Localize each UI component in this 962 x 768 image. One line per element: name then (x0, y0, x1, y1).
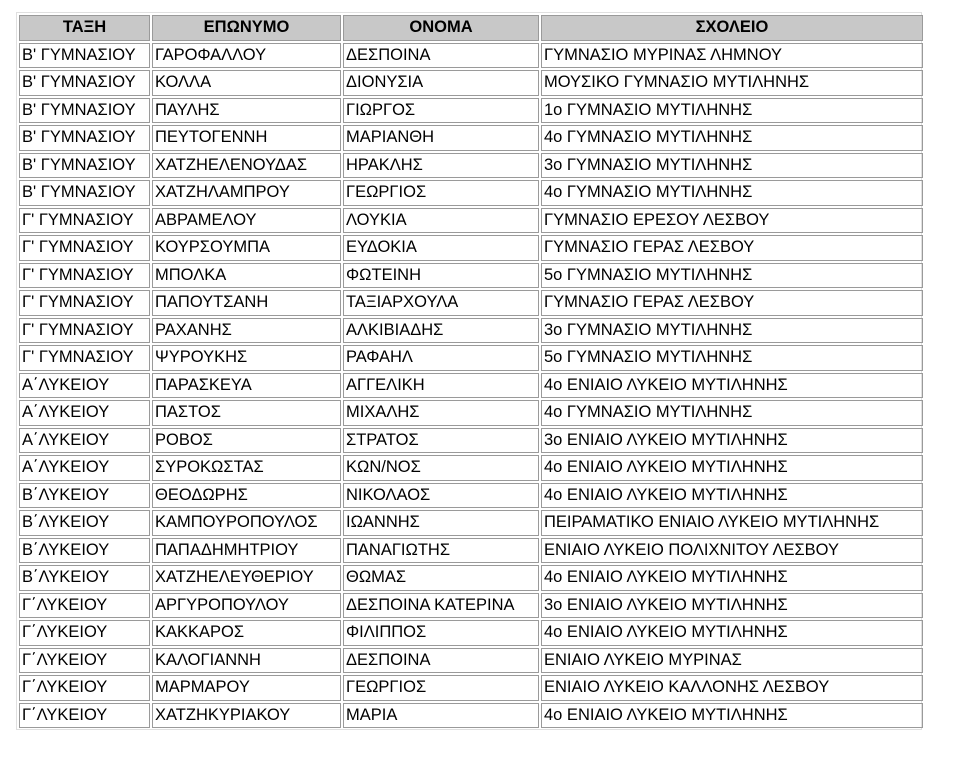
cell-class: Γ΄ΛΥΚΕΙΟΥ (19, 675, 150, 701)
table-row (19, 675, 923, 701)
header-name: ΟΝΟΜΑ (343, 15, 539, 41)
cell-surname: ΠΑΣΤΟΣ (152, 400, 341, 426)
table-row (19, 510, 923, 536)
cell-surname: ΠΑΠΟΥΤΣΑΝΗ (152, 290, 341, 316)
cell-surname: ΧΑΤΖΗΕΛΕΥΘΕΡΙΟΥ (152, 565, 341, 591)
cell-school: ΓΥΜΝΑΣΙΟ ΜΥΡΙΝΑΣ ΛΗΜΝΟΥ (541, 43, 923, 69)
cell-school: 5ο ΓΥΜΝΑΣΙΟ ΜΥΤΙΛΗΝΗΣ (541, 345, 923, 371)
cell-name: ΣΤΡΑΤΟΣ (343, 428, 539, 454)
cell-school: 4ο ΕΝΙΑΙΟ ΛΥΚΕΙΟ ΜΥΤΙΛΗΝΗΣ (541, 373, 923, 399)
cell-surname: ΠΑΥΛΗΣ (152, 98, 341, 124)
cell-class: Α΄ΛΥΚΕΙΟΥ (19, 373, 150, 399)
cell-name: ΜΑΡΙΑ (343, 703, 539, 729)
cell-school: 4ο ΕΝΙΑΙΟ ΛΥΚΕΙΟ ΜΥΤΙΛΗΝΗΣ (541, 483, 923, 509)
cell-surname: ΠΑΡΑΣΚΕΥΑ (152, 373, 341, 399)
cell-school: ΠΕΙΡΑΜΑΤΙΚΟ ΕΝΙΑΙΟ ΛΥΚΕΙΟ ΜΥΤΙΛΗΝΗΣ (541, 510, 923, 536)
table-row (19, 620, 923, 646)
cell-name: ΑΓΓΕΛΙΚΗ (343, 373, 539, 399)
cell-class: Β' ΓΥΜΝΑΣΙΟΥ (19, 125, 150, 151)
cell-school: ΕΝΙΑΙΟ ΛΥΚΕΙΟ ΠΟΛΙΧΝΙΤΟΥ ΛΕΣΒΟΥ (541, 538, 923, 564)
table-row (19, 565, 923, 591)
cell-surname: ΜΠΟΛΚΑ (152, 263, 341, 289)
cell-class: Γ' ΓΥΜΝΑΣΙΟΥ (19, 235, 150, 261)
table-row (19, 318, 923, 344)
table-row (19, 538, 923, 564)
cell-name: ΘΩΜΑΣ (343, 565, 539, 591)
cell-name: ΝΙΚΟΛΑΟΣ (343, 483, 539, 509)
cell-class: Β' ΓΥΜΝΑΣΙΟΥ (19, 70, 150, 96)
cell-name: ΤΑΞΙΑΡΧΟΥΛΑ (343, 290, 539, 316)
cell-surname: ΑΡΓΥΡΟΠΟΥΛΟΥ (152, 593, 341, 619)
cell-school: 4ο ΕΝΙΑΙΟ ΛΥΚΕΙΟ ΜΥΤΙΛΗΝΗΣ (541, 565, 923, 591)
cell-surname: ΨΥΡΟΥΚΗΣ (152, 345, 341, 371)
cell-name: ΔΕΣΠΟΙΝΑ ΚΑΤΕΡΙΝΑ (343, 593, 539, 619)
table-body (19, 43, 923, 729)
cell-school: 4ο ΓΥΜΝΑΣΙΟ ΜΥΤΙΛΗΝΗΣ (541, 125, 923, 151)
cell-class: Β΄ΛΥΚΕΙΟΥ (19, 565, 150, 591)
cell-school: ΓΥΜΝΑΣΙΟ ΓΕΡΑΣ ΛΕΣΒΟΥ (541, 290, 923, 316)
cell-class: Α΄ΛΥΚΕΙΟΥ (19, 400, 150, 426)
cell-surname: ΣΥΡΟΚΩΣΤΑΣ (152, 455, 341, 481)
cell-surname: ΠΕΥΤΟΓΕΝΝΗ (152, 125, 341, 151)
cell-class: Γ΄ΛΥΚΕΙΟΥ (19, 703, 150, 729)
cell-school: ΕΝΙΑΙΟ ΛΥΚΕΙΟ ΜΥΡΙΝΑΣ (541, 648, 923, 674)
cell-class: Α΄ΛΥΚΕΙΟΥ (19, 455, 150, 481)
table-row (19, 153, 923, 179)
cell-surname: ΡΑΧΑΝΗΣ (152, 318, 341, 344)
cell-surname: ΑΒΡΑΜΕΛΟΥ (152, 208, 341, 234)
table-row (19, 208, 923, 234)
cell-school: 4ο ΕΝΙΑΙΟ ΛΥΚΕΙΟ ΜΥΤΙΛΗΝΗΣ (541, 703, 923, 729)
cell-name: ΔΙΟΝΥΣΙΑ (343, 70, 539, 96)
cell-name: ΙΩΑΝΝΗΣ (343, 510, 539, 536)
cell-surname: ΚΟΥΡΣΟΥΜΠΑ (152, 235, 341, 261)
cell-class: Γ' ΓΥΜΝΑΣΙΟΥ (19, 208, 150, 234)
students-table-container (16, 12, 922, 730)
cell-class: Γ΄ΛΥΚΕΙΟΥ (19, 648, 150, 674)
table-row (19, 43, 923, 69)
cell-class: Α΄ΛΥΚΕΙΟΥ (19, 428, 150, 454)
table-row (19, 703, 923, 729)
cell-name: ΔΕΣΠΟΙΝΑ (343, 648, 539, 674)
cell-name: ΓΕΩΡΓΙΟΣ (343, 675, 539, 701)
cell-class: Β' ΓΥΜΝΑΣΙΟΥ (19, 43, 150, 69)
cell-school: 5ο ΓΥΜΝΑΣΙΟ ΜΥΤΙΛΗΝΗΣ (541, 263, 923, 289)
cell-name: ΠΑΝΑΓΙΩΤΗΣ (343, 538, 539, 564)
header-school: ΣΧΟΛΕΙΟ (541, 15, 923, 41)
table-row (19, 593, 923, 619)
cell-surname: ΧΑΤΖΗΛΑΜΠΡΟΥ (152, 180, 341, 206)
cell-school: 4ο ΕΝΙΑΙΟ ΛΥΚΕΙΟ ΜΥΤΙΛΗΝΗΣ (541, 455, 923, 481)
header-surname: ΕΠΩΝΥΜΟ (152, 15, 341, 41)
cell-name: ΕΥΔΟΚΙΑ (343, 235, 539, 261)
cell-surname: ΧΑΤΖΗΚΥΡΙΑΚΟΥ (152, 703, 341, 729)
cell-school: ΕΝΙΑΙΟ ΛΥΚΕΙΟ ΚΑΛΛΟΝΗΣ ΛΕΣΒΟΥ (541, 675, 923, 701)
cell-school: ΓΥΜΝΑΣΙΟ ΓΕΡΑΣ ΛΕΣΒΟΥ (541, 235, 923, 261)
header-class: ΤΑΞΗ (19, 15, 150, 41)
cell-name: ΓΕΩΡΓΙΟΣ (343, 180, 539, 206)
cell-name: ΡΑΦΑΗΛ (343, 345, 539, 371)
table-row (19, 290, 923, 316)
cell-school: 4ο ΕΝΙΑΙΟ ΛΥΚΕΙΟ ΜΥΤΙΛΗΝΗΣ (541, 620, 923, 646)
cell-school: 1ο ΓΥΜΝΑΣΙΟ ΜΥΤΙΛΗΝΗΣ (541, 98, 923, 124)
cell-surname: ΡΟΒΟΣ (152, 428, 341, 454)
cell-class: Γ' ΓΥΜΝΑΣΙΟΥ (19, 290, 150, 316)
cell-surname: ΓΑΡΟΦΑΛΛΟΥ (152, 43, 341, 69)
cell-class: Β' ΓΥΜΝΑΣΙΟΥ (19, 180, 150, 206)
cell-name: ΦΩΤΕΙΝΗ (343, 263, 539, 289)
cell-surname: ΚΑΜΠΟΥΡΟΠΟΥΛΟΣ (152, 510, 341, 536)
cell-class: Γ' ΓΥΜΝΑΣΙΟΥ (19, 345, 150, 371)
cell-surname: ΚΑΚΚΑΡΟΣ (152, 620, 341, 646)
cell-surname: ΧΑΤΖΗΕΛΕΝΟΥΔΑΣ (152, 153, 341, 179)
cell-school: 4ο ΓΥΜΝΑΣΙΟ ΜΥΤΙΛΗΝΗΣ (541, 400, 923, 426)
table-row (19, 263, 923, 289)
cell-name: ΛΟΥΚΙΑ (343, 208, 539, 234)
cell-class: Γ΄ΛΥΚΕΙΟΥ (19, 593, 150, 619)
cell-school: 4ο ΓΥΜΝΑΣΙΟ ΜΥΤΙΛΗΝΗΣ (541, 180, 923, 206)
cell-name: ΦΙΛΙΠΠΟΣ (343, 620, 539, 646)
table-row (19, 400, 923, 426)
cell-surname: ΚΟΛΛΑ (152, 70, 341, 96)
cell-class: Γ' ΓΥΜΝΑΣΙΟΥ (19, 263, 150, 289)
cell-school: 3ο ΕΝΙΑΙΟ ΛΥΚΕΙΟ ΜΥΤΙΛΗΝΗΣ (541, 428, 923, 454)
table-row (19, 70, 923, 96)
cell-name: ΚΩΝ/ΝΟΣ (343, 455, 539, 481)
cell-surname: ΘΕΟΔΩΡΗΣ (152, 483, 341, 509)
cell-class: Γ' ΓΥΜΝΑΣΙΟΥ (19, 318, 150, 344)
cell-class: Β΄ΛΥΚΕΙΟΥ (19, 538, 150, 564)
cell-class: Γ΄ΛΥΚΕΙΟΥ (19, 620, 150, 646)
students-table (17, 13, 925, 730)
table-row (19, 373, 923, 399)
cell-name: ΓΙΩΡΓΟΣ (343, 98, 539, 124)
cell-surname: ΠΑΠΑΔΗΜΗΤΡΙΟΥ (152, 538, 341, 564)
cell-school: ΜΟΥΣΙΚΟ ΓΥΜΝΑΣΙΟ ΜΥΤΙΛΗΝΗΣ (541, 70, 923, 96)
cell-school: 3ο ΕΝΙΑΙΟ ΛΥΚΕΙΟ ΜΥΤΙΛΗΝΗΣ (541, 593, 923, 619)
table-row (19, 235, 923, 261)
table-row (19, 428, 923, 454)
table-row (19, 125, 923, 151)
cell-surname: ΜΑΡΜΑΡΟΥ (152, 675, 341, 701)
table-row (19, 483, 923, 509)
table-row (19, 455, 923, 481)
cell-class: Β' ΓΥΜΝΑΣΙΟΥ (19, 153, 150, 179)
cell-class: Β' ΓΥΜΝΑΣΙΟΥ (19, 98, 150, 124)
cell-name: ΑΛΚΙΒΙΑΔΗΣ (343, 318, 539, 344)
cell-name: ΜΑΡΙΑΝΘΗ (343, 125, 539, 151)
cell-name: ΔΕΣΠΟΙΝΑ (343, 43, 539, 69)
table-row (19, 648, 923, 674)
cell-class: Β΄ΛΥΚΕΙΟΥ (19, 483, 150, 509)
table-row (19, 345, 923, 371)
cell-surname: ΚΑΛΟΓΙΑΝΝΗ (152, 648, 341, 674)
cell-class: Β΄ΛΥΚΕΙΟΥ (19, 510, 150, 536)
cell-name: ΗΡΑΚΛΗΣ (343, 153, 539, 179)
cell-school: 3ο ΓΥΜΝΑΣΙΟ ΜΥΤΙΛΗΝΗΣ (541, 318, 923, 344)
table-row (19, 98, 923, 124)
cell-name: ΜΙΧΑΛΗΣ (343, 400, 539, 426)
table-row (19, 180, 923, 206)
table-header-row (19, 15, 923, 41)
cell-school: 3ο ΓΥΜΝΑΣΙΟ ΜΥΤΙΛΗΝΗΣ (541, 153, 923, 179)
cell-school: ΓΥΜΝΑΣΙΟ ΕΡΕΣΟΥ ΛΕΣΒΟΥ (541, 208, 923, 234)
